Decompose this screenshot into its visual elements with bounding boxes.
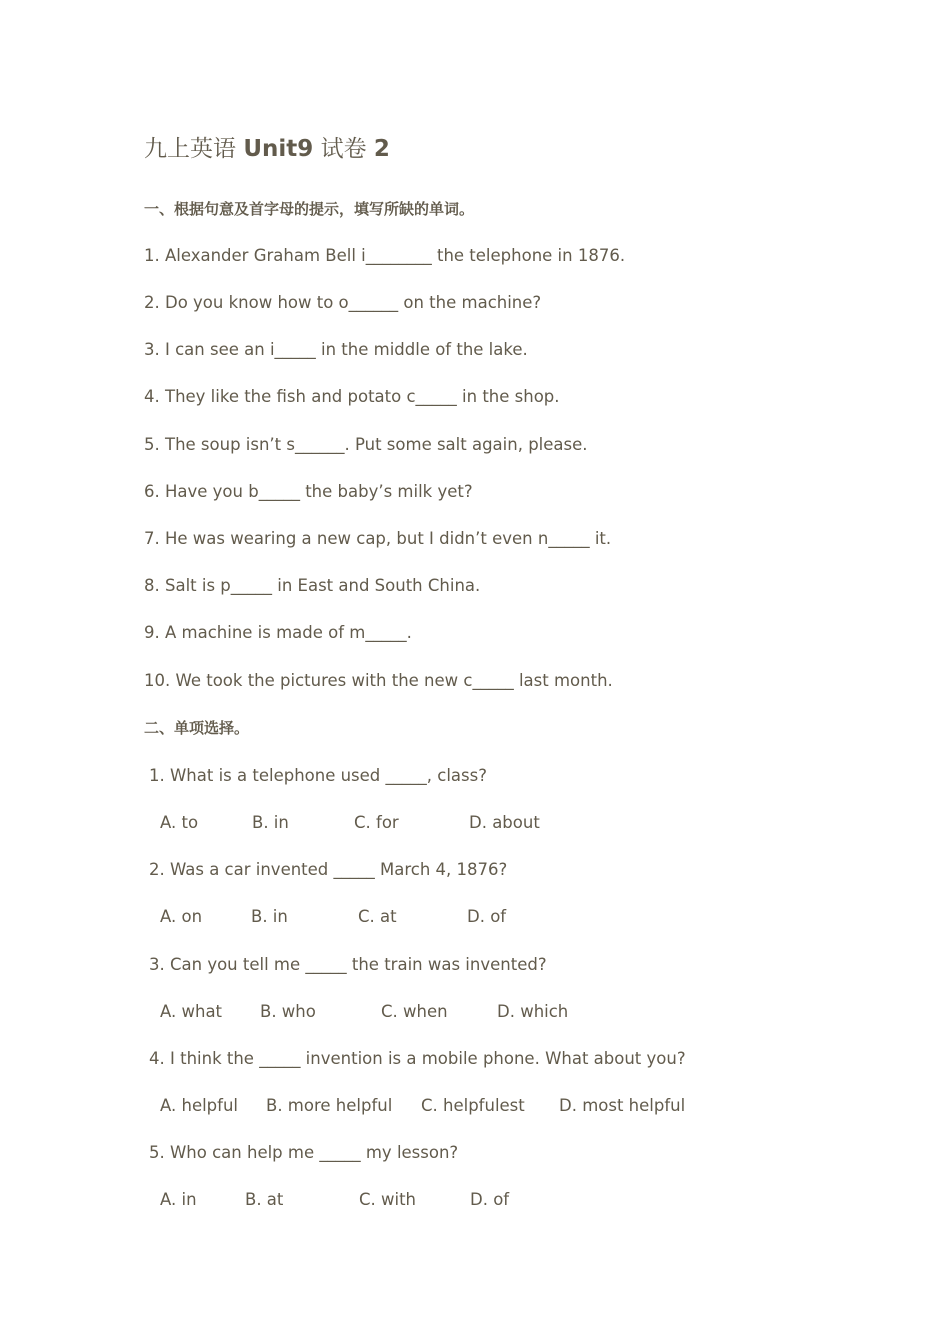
choice-question-5: 5. Who can help me _____ my lesson? (149, 1143, 459, 1162)
choice-question-1: 1. What is a telephone used _____, class? (149, 766, 487, 785)
fill-item-8: 8. Salt is p_____ in East and South China. (144, 576, 481, 595)
section1-heading: 一、根据句意及首字母的提示，填写所缺的单词。 (144, 200, 475, 218)
q1-option-c: C. for (354, 813, 399, 832)
title-number: 2 (373, 136, 390, 162)
q2-option-d: D. of (467, 907, 507, 926)
q3-option-c: C. when (381, 1002, 448, 1021)
choice-question-2: 2. Was a car invented _____ March 4, 1876? (149, 860, 508, 879)
choice-question-4: 4. I think the _____ invention is a mobile phone. What about you? (149, 1049, 686, 1068)
q3-option-d: D. which (497, 1002, 569, 1021)
fill-item-7: 7. He was wearing a new cap, but I didn’t even n_____ it. (144, 529, 612, 548)
page-title (144, 133, 390, 165)
fill-item-5: 5. The soup isn’t s______. Put some salt again, please. (144, 435, 588, 454)
section2-heading: 二、单项选择。 (144, 719, 250, 737)
q4-option-b: B. more helpful (266, 1096, 393, 1115)
q2-option-b: B. in (251, 907, 288, 926)
fill-item-3: 3. I can see an i_____ in the middle of the lake. (144, 340, 528, 359)
choice-question-3: 3. Can you tell me _____ the train was invented? (149, 955, 547, 974)
q1-option-d: D. about (469, 813, 540, 832)
q1-option-b: B. in (252, 813, 289, 832)
q5-option-a: A. in (160, 1190, 197, 1209)
q3-option-a: A. what (160, 1002, 223, 1021)
fill-item-9: 9. A machine is made of m_____. (144, 623, 412, 642)
q1-option-a: A. to (160, 813, 199, 832)
title-cn-part1: 九上英语 (144, 136, 236, 162)
q5-option-b: B. at (245, 1190, 284, 1209)
q3-option-b: B. who (260, 1002, 316, 1021)
q4-option-c: C. helpfulest (421, 1096, 525, 1115)
q5-option-d: D. of (470, 1190, 510, 1209)
q5-option-c: C. with (359, 1190, 417, 1209)
q4-option-a: A. helpful (160, 1096, 239, 1115)
q2-option-a: A. on (160, 907, 203, 926)
fill-item-4: 4. They like the fish and potato c_____ in the shop. (144, 387, 560, 406)
fill-item-10: 10. We took the pictures with the new c_____ last month. (144, 671, 613, 690)
fill-item-1: 1. Alexander Graham Bell i________ the telephone in 1876. (144, 246, 626, 265)
q4-option-d: D. most helpful (559, 1096, 686, 1115)
fill-item-6: 6. Have you b_____ the baby’s milk yet? (144, 482, 473, 501)
title-cn-part2: 试卷 (320, 136, 367, 162)
fill-item-2: 2. Do you know how to o______ on the machine? (144, 293, 542, 312)
title-unit: Unit9 (243, 136, 314, 162)
q2-option-c: C. at (358, 907, 397, 926)
